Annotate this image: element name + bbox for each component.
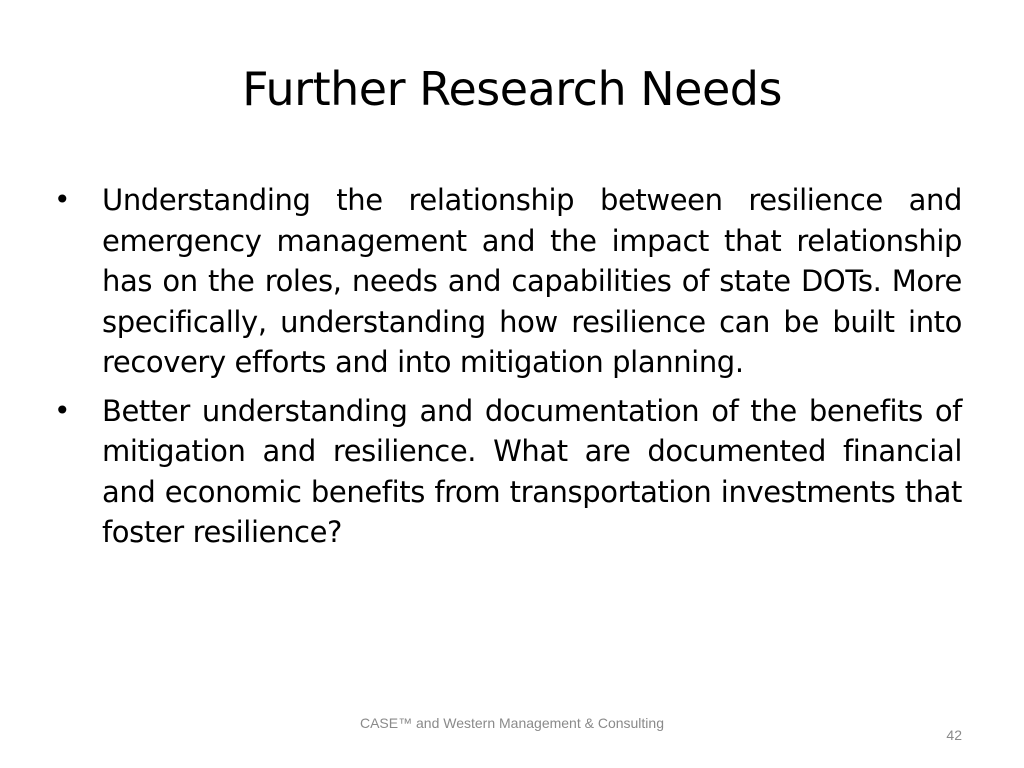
slide-number: 42 <box>946 727 962 743</box>
bullet-list <box>52 180 962 561</box>
footer-source: CASE™ and Western Management & Consulting <box>359 715 664 731</box>
bullet-text: Better understanding and documentation of the benefits of mitigation and resilience. What are documented financial and economic benefits from transportation investments that foster resilience? <box>102 393 962 549</box>
bullet-item <box>52 180 962 383</box>
bullet-text: Understanding the relationship between resilience and emergency management and the impact that relationship has on the roles, needs and capabilities of state DOTs. More specifically, understanding how resilience can be built into recovery efforts and into mitigation planning. <box>102 183 962 379</box>
bullet-item <box>52 391 962 553</box>
bullet-icon: • <box>54 183 71 216</box>
slide-title: Further Research Needs <box>242 62 782 116</box>
bullet-icon: • <box>54 393 71 427</box>
